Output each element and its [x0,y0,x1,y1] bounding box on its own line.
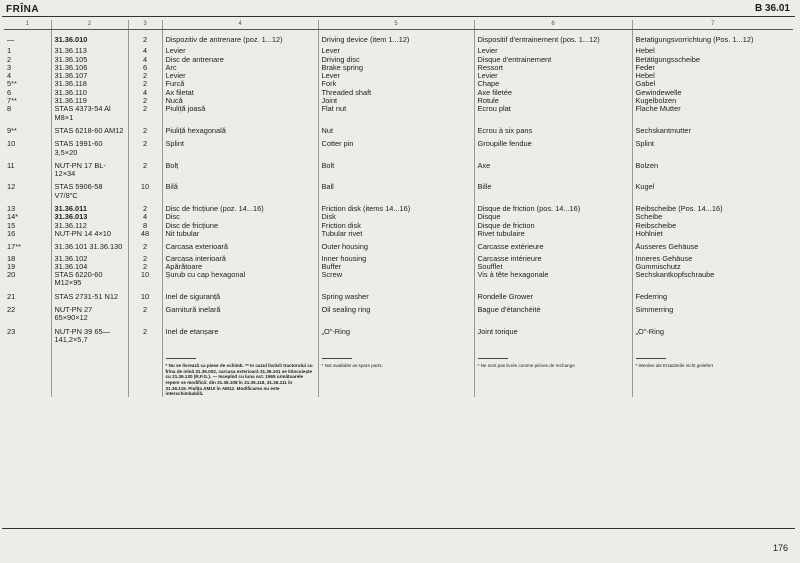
table-row [4,64,793,72]
name-english: Inner housing [318,252,474,263]
quantity: 2 [128,252,162,263]
name-german: Sechskantkopfschraube [635,271,715,280]
note-en: * Not available as spare parts. [318,344,474,397]
quantity: 2 [128,200,162,213]
part-code: NUT-PN 39 65—141,2×5,7 [51,323,128,345]
table-row [4,105,793,122]
name-romanian: Piuliță joasă [162,105,318,122]
part-code: STAS 1991-60 3,5×20 [51,135,128,157]
name-german: Äusseres Gehäuse [635,242,699,252]
name-french: Groupille fendue [474,135,632,157]
table-row [4,230,793,238]
table-row [4,157,793,179]
name-german: Simmerring [635,305,674,315]
part-code: STAS 4373-54 Al M8×1 [51,105,128,122]
item-position: — [4,30,51,45]
part-code: 31.36.112 [51,222,128,230]
table-row [4,44,793,55]
part-code: NUT-PN 14 4×10 [51,230,128,238]
part-code: 31.36.013 [51,213,128,221]
name-romanian: Levier [162,72,318,80]
parts-table [4,20,793,397]
item-position: 14* [4,213,51,221]
table-row [4,263,793,271]
name-romanian: Nit tubular [162,230,318,238]
name-romanian: Disc de fricțiune (poz. 14...16) [162,200,318,213]
name-french: Vis à tête hexagonale [474,271,632,288]
item-position: 10 [4,135,51,157]
name-romanian: Levier [162,44,318,55]
note-fr: * Ne sont pas livrés comme pièces de rechange [474,344,632,397]
part-code: 31.36.106 [51,64,128,72]
page-title: FRÎNA [6,4,40,15]
name-english: Lever [318,72,474,80]
quantity: 6 [128,64,162,72]
quantity: 4 [128,89,162,97]
column-number: 4 [162,20,318,30]
item-position: 2 [4,56,51,64]
name-romanian: Bolț [162,157,318,179]
name-romanian: Bilă [162,178,318,200]
footer-rule [2,528,795,529]
table-row [4,56,793,64]
name-english: Cotter pin [318,135,474,157]
table-row [4,97,793,105]
part-code: 31.36.102 [51,252,128,263]
name-romanian: Carcasa exterioară [162,238,318,251]
name-english: Driving device (item 1...12) [318,30,474,45]
name-romanian: Apărătoare [162,263,318,271]
name-german: Flache Mutter [635,105,681,114]
part-code: STAS 6220-60 M12×95 [51,271,128,288]
name-french: Chape [474,80,632,88]
notes-section [4,344,793,397]
quantity: 2 [128,122,162,135]
name-english: Threaded shaft [318,89,474,97]
item-position: 8 [4,105,51,122]
name-german: Bolzen [635,160,659,170]
name-german: Reibscheibe (Pos. 14...16) [635,204,723,214]
name-german: Inneres Gehäuse [635,253,693,263]
name-french: Rivet tubulaire [474,230,632,238]
name-french: Ecrou à six pans [474,122,632,135]
name-french: Ressort [474,64,632,72]
name-romanian: Carcasa interioară [162,252,318,263]
item-position: 4 [4,72,51,80]
table-row [4,200,793,213]
name-romanian: Disc de antrenare [162,56,318,64]
column-number: 3 [128,20,162,30]
name-french: Disque d'entrainement [474,56,632,64]
name-german: Federring [635,291,668,301]
name-german: Betätigungsscheibe [635,55,701,64]
part-code: NUT-PN 17 BL-12×34 [51,157,128,179]
section-code: B 36.01 [754,3,790,14]
item-position: 7** [4,97,51,105]
part-code: 31.36.113 [51,44,128,55]
name-french: Dispositif d'entrainement (pos. 1...12) [474,30,632,45]
name-french: Levier [474,44,632,55]
part-code: 31.36.105 [51,56,128,64]
name-english: Spring washer [318,288,474,301]
table-row [4,135,793,157]
item-position: 16 [4,230,51,238]
part-code: NUT-PN 27 65×90×12 [51,301,128,323]
name-english: Buffer [318,263,474,271]
table-row [4,271,793,288]
name-english: Driving disc [318,56,474,64]
name-english: „O"-Ring [318,323,474,345]
quantity: 10 [128,271,162,288]
header-rule [2,16,795,17]
name-french: Carcasse extérieure [474,238,632,251]
name-romanian: Inel de etanșare [162,323,318,345]
name-french: Disque [474,213,632,221]
table-row [4,238,793,251]
quantity: 2 [128,105,162,122]
quantity: 2 [128,72,162,80]
part-code: 31.36.010 [51,30,128,45]
name-french: Carcasse intérieure [474,252,632,263]
table-row [4,122,793,135]
name-german: Scheibe [635,213,663,222]
name-french: Bague d'étanchéité [474,301,632,323]
name-romanian: Disc de fricțiune [162,222,318,230]
name-english: Disk [318,213,474,221]
quantity: 2 [128,263,162,271]
item-position: 5** [4,80,51,88]
item-position: 18 [4,252,51,263]
name-romanian: Furcă [162,80,318,88]
item-position: 12 [4,178,51,200]
item-position: 6 [4,89,51,97]
name-english: Flat nut [318,105,474,122]
item-position: 15 [4,222,51,230]
name-french: Rotule [474,97,632,105]
name-romanian: Dispozitiv de antrenare (poz. 1...12) [162,30,318,45]
table-row [4,222,793,230]
part-code: 31.36.110 [51,89,128,97]
column-number-row [4,20,793,30]
name-german: Betatigungsvorrichtung (Pos. 1...12) [635,35,754,44]
name-english: Screw [318,271,474,288]
item-position: 9** [4,122,51,135]
part-code: 31.36.011 [51,200,128,213]
quantity: 2 [128,323,162,345]
quantity: 2 [128,238,162,251]
name-german: Kugel [635,182,655,192]
column-number: 7 [632,20,793,30]
name-german: Splint [635,139,654,149]
name-german: Kugelbolzen [635,97,677,106]
name-german: Hebel [635,46,655,56]
name-french: Levier [474,72,632,80]
name-english: Nut [318,122,474,135]
name-german: Sechskantmutter [635,125,691,135]
item-position: 21 [4,288,51,301]
quantity: 10 [128,178,162,200]
name-french: Axe filetée [474,89,632,97]
part-code: 31.36.119 [51,97,128,105]
column-number: 5 [318,20,474,30]
part-code: 31.36.118 [51,80,128,88]
notes-row [4,344,793,397]
name-english: Oil sealing ring [318,301,474,323]
name-romanian: Șurub cu cap hexagonal [162,271,318,288]
name-romanian: Garnitură inelară [162,301,318,323]
name-english: Friction disk [318,222,474,230]
item-position: 19 [4,263,51,271]
name-german: Gummischutz [635,262,681,271]
table-row [4,288,793,301]
table-row [4,80,793,88]
table-row [4,301,793,323]
quantity: 48 [128,230,162,238]
column-number: 2 [51,20,128,30]
name-english: Fork [318,80,474,88]
name-german: Reibscheibe [635,221,677,230]
name-french: Disque de friction [474,222,632,230]
name-romanian: Ax filetat [162,89,318,97]
quantity: 2 [128,97,162,105]
name-german: Hebel [635,72,655,81]
item-position: 3 [4,64,51,72]
name-german: Feder [635,63,655,72]
table-row [4,30,793,45]
name-french: Rondelle Grower [474,288,632,301]
name-english: Brake spring [318,64,474,72]
column-number: 1 [4,20,51,30]
part-code: 31.36.104 [51,263,128,271]
table-row [4,252,793,263]
item-position: 11 [4,157,51,179]
name-romanian: Arc [162,64,318,72]
name-english: Friction disk (items 14...16) [318,200,474,213]
table-row [4,178,793,200]
name-german: Hohlniet [635,229,663,238]
item-position: 23 [4,323,51,345]
item-position: 17** [4,238,51,251]
name-french: Bille [474,178,632,200]
quantity: 4 [128,213,162,221]
name-romanian: Splint [162,135,318,157]
name-german: Gewindewelle [635,88,682,97]
quantity: 2 [128,157,162,179]
table-row [4,323,793,345]
name-french: Disque de friction (pos. 14...16) [474,200,632,213]
name-german: „O"-Ring [635,326,664,336]
name-english: Outer housing [318,238,474,251]
page-number: 176 [772,543,788,553]
item-position: 20 [4,271,51,288]
quantity: 2 [128,135,162,157]
part-code: 31.36.107 [51,72,128,80]
name-english: Bolt [318,157,474,179]
part-code: STAS 5906-58 V7/8"C [51,178,128,200]
item-position: 1 [4,44,51,55]
quantity: 2 [128,301,162,323]
table-row [4,213,793,221]
name-french: Axe [474,157,632,179]
name-english: Tubular rivet [318,230,474,238]
name-german: Gabel [635,80,656,89]
note-de: * Werden als Ersatzteile nicht geliefert [632,344,793,397]
name-english: Joint [318,97,474,105]
name-romanian: Piuliță hexagonală [162,122,318,135]
quantity: 4 [128,56,162,64]
quantity: 2 [128,30,162,45]
quantity: 4 [128,44,162,55]
note-ro: * Nu se livrează ca piese de schimb. ** In cazul livrării tractorului cu frîna de mînă 31.36.002, carcasa exterioară 31.36.101 se înlocuiește cu 31.36.130 (R.F.G.). — Incepînd cu luna oct. 1965 următoarele repere se modifică: din 31.36.108 în 31.36.118, 31.36.111 în 31.36.119. Piulița AM10 în AM12. Modificarea nu este interschimbabilă. [162,344,318,397]
part-code: 31.36.101 31.36.130 [51,238,128,251]
name-english: Lever [318,44,474,55]
name-romanian: Nucă [162,97,318,105]
quantity: 8 [128,222,162,230]
quantity: 10 [128,288,162,301]
name-french: Ecrou plat [474,105,632,122]
part-code: STAS 6218-60 AM12 [51,122,128,135]
column-number: 6 [474,20,632,30]
table-row [4,89,793,97]
name-french: Soufflet [474,263,632,271]
item-position: 13 [4,200,51,213]
part-code: STAS 2731-51 N12 [51,288,128,301]
name-romanian: Inel de siguranță [162,288,318,301]
name-french: Joint torique [474,323,632,345]
name-romanian: Disc [162,213,318,221]
quantity: 2 [128,80,162,88]
table-row [4,72,793,80]
parts-table-body [4,30,793,345]
name-english: Ball [318,178,474,200]
item-position: 22 [4,301,51,323]
